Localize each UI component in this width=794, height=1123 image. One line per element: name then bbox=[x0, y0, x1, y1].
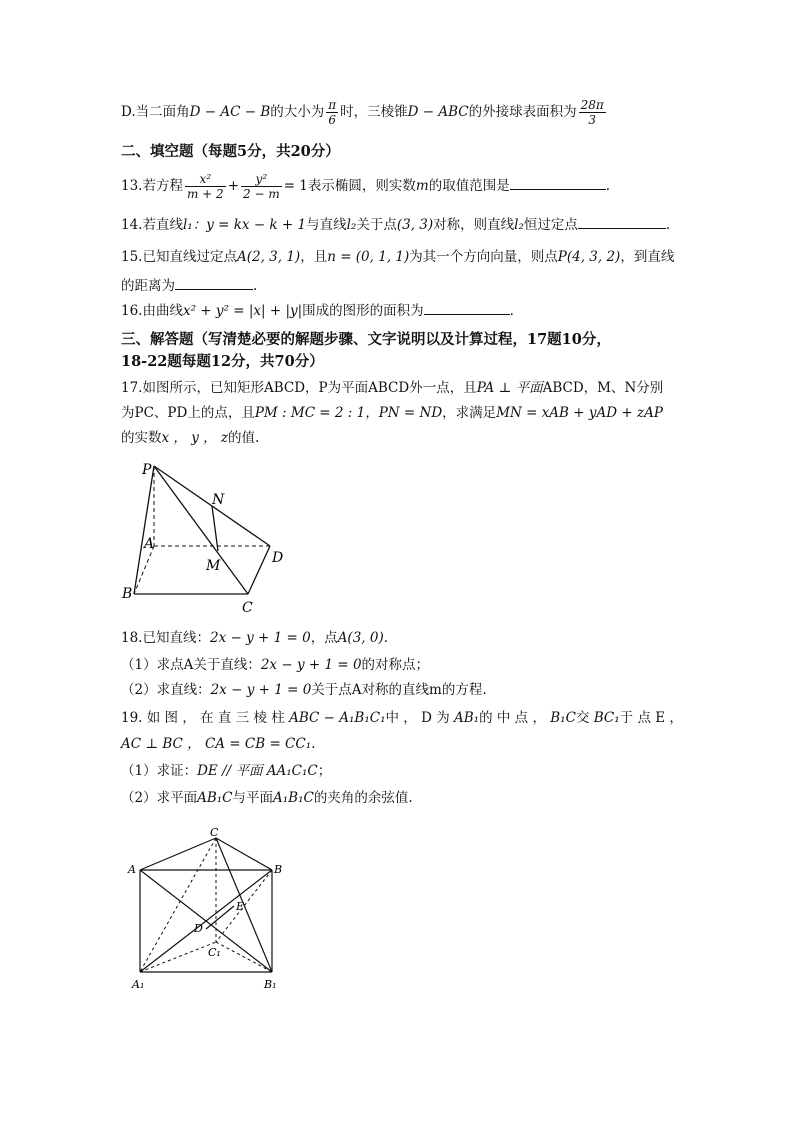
text: ； bbox=[317, 763, 332, 779]
text: . bbox=[605, 178, 611, 194]
text: + bbox=[227, 178, 239, 194]
label-c1: C₁ bbox=[208, 946, 221, 959]
question-15 bbox=[121, 247, 681, 267]
math-var: l₂ bbox=[514, 217, 524, 233]
edge-cd bbox=[248, 546, 270, 594]
math-expr: AB₁ bbox=[454, 710, 480, 726]
question-17 bbox=[121, 378, 681, 398]
question-19-part1 bbox=[121, 761, 681, 781]
edge-ac bbox=[140, 838, 216, 870]
label-c: C bbox=[210, 826, 219, 839]
text: ，且 bbox=[300, 249, 328, 265]
text: （1）求点A关于直线： bbox=[121, 657, 261, 673]
edge-a1c1 bbox=[140, 942, 216, 972]
answer-blank[interactable] bbox=[424, 300, 510, 315]
text: 17.如图所示，已知矩形ABCD，P为平面ABCD外一点，且 bbox=[121, 380, 477, 396]
answer-blank[interactable] bbox=[175, 275, 253, 290]
label-a1: A₁ bbox=[132, 978, 145, 991]
label-a: A bbox=[144, 536, 155, 552]
math-expr: PM : MC = 2 : 1，PN = ND bbox=[254, 405, 443, 421]
math-expr: D − AC − B bbox=[189, 104, 271, 120]
text: 的距离为 bbox=[121, 278, 175, 294]
text: 15.已知直线过定点 bbox=[121, 249, 237, 265]
text: ，点 bbox=[310, 630, 338, 646]
text: 交 bbox=[575, 710, 590, 726]
fraction bbox=[579, 98, 606, 127]
text: 19. 如 图 ， 在 直 三 棱 柱 bbox=[121, 710, 285, 726]
frac-num: x² bbox=[185, 172, 226, 187]
math-expr: PA ⊥ 平面 bbox=[476, 380, 543, 396]
label-a: A bbox=[128, 863, 136, 876]
question-13 bbox=[121, 172, 681, 201]
text: ，到直线 bbox=[620, 249, 675, 265]
question-18-part2 bbox=[121, 680, 681, 700]
frac-num: π bbox=[328, 98, 337, 112]
frac-num: 28π bbox=[580, 98, 604, 112]
label-b: B bbox=[122, 586, 133, 602]
math-expr: MN = xAB + yAD + zAP bbox=[496, 405, 663, 421]
text: 于 点 E ， bbox=[619, 710, 683, 726]
text: 的值. bbox=[228, 430, 260, 446]
text: D.当二面角 bbox=[121, 104, 190, 120]
question-17-cont bbox=[121, 403, 681, 423]
label-n: N bbox=[212, 492, 225, 508]
text: （2）求直线： bbox=[121, 682, 211, 698]
text: 的 中 点 ， bbox=[479, 710, 546, 726]
text: 13.若方程 bbox=[121, 178, 183, 194]
text: 为其一个方向向量，则点 bbox=[409, 249, 558, 265]
text: . bbox=[253, 278, 258, 294]
question-14 bbox=[121, 214, 681, 235]
question-19-cont bbox=[121, 734, 681, 754]
text: 关于点 bbox=[356, 217, 397, 233]
text: 恒过定点 bbox=[523, 217, 578, 233]
question-19-part2 bbox=[121, 788, 681, 808]
figure-17-pyramid bbox=[118, 458, 288, 618]
text: 的取值范围是 bbox=[428, 178, 510, 194]
frac-den: m + 2 bbox=[186, 187, 224, 201]
text: . bbox=[509, 303, 514, 319]
frac-den: 3 bbox=[588, 113, 597, 127]
text: 时，三棱锥 bbox=[340, 104, 408, 120]
label-e: E bbox=[236, 900, 245, 913]
math-expr: x² + y² = |x| + |y| bbox=[182, 303, 303, 319]
math-expr: 2x − y + 1 = 0 bbox=[260, 657, 362, 673]
math-expr: B₁C bbox=[550, 710, 576, 726]
edge-pb bbox=[134, 466, 154, 594]
math-expr: DE // 平面 AA₁C₁C bbox=[197, 763, 318, 779]
edge-pc bbox=[154, 466, 248, 594]
section-3-title-cont: 18-22题每题12分，共70分） bbox=[121, 353, 324, 370]
text: 18.已知直线： bbox=[121, 630, 210, 646]
text: 对称，则直线 bbox=[433, 217, 515, 233]
math-expr: 2x − y + 1 = 0 bbox=[209, 630, 311, 646]
segment-nm bbox=[212, 506, 218, 551]
math-expr: 2x − y + 1 = 0 bbox=[210, 682, 312, 698]
text: = 1表示椭圆，则实数 bbox=[283, 178, 416, 194]
question-17-cont2 bbox=[121, 428, 681, 448]
math-expr: D − ABC bbox=[407, 104, 469, 120]
text: 的外接球表面积为 bbox=[468, 104, 577, 120]
math-expr: BC₁ bbox=[593, 710, 620, 726]
fraction bbox=[326, 98, 338, 127]
section-3-title: 三、解答题（写清楚必要的解题步骤、文字说明以及计算过程，17题10分， bbox=[121, 331, 611, 348]
math-expr: x ， y ， z bbox=[161, 430, 229, 446]
text: （2）求平面 bbox=[121, 790, 198, 806]
text: （1）求证： bbox=[121, 763, 198, 779]
line-ca1 bbox=[140, 838, 216, 972]
fraction bbox=[241, 172, 282, 201]
text: ABCD，M、N分别 bbox=[542, 380, 664, 396]
math-var: m bbox=[415, 178, 429, 194]
math-expr: A(2, 3, 1) bbox=[236, 249, 301, 265]
question-15-cont bbox=[121, 275, 681, 296]
math-expr: n = (0, 1, 1) bbox=[327, 249, 410, 265]
answer-blank[interactable] bbox=[510, 175, 606, 190]
text: ，求满足 bbox=[442, 405, 497, 421]
label-d: D bbox=[194, 922, 203, 935]
math-expr: P(4, 3, 2) bbox=[557, 249, 621, 265]
math-expr: (3, 3) bbox=[396, 217, 434, 233]
label-p: P bbox=[142, 462, 152, 478]
math-var: l₁： bbox=[182, 217, 207, 233]
frac-num: y² bbox=[241, 172, 282, 187]
edge-cb bbox=[216, 838, 272, 870]
text: 的对称点； bbox=[361, 657, 430, 673]
text: 围成的图形的面积为 bbox=[302, 303, 424, 319]
math-expr: A(3, 0) bbox=[337, 630, 384, 646]
math-var: l₂ bbox=[346, 217, 357, 233]
text: 与直线 bbox=[306, 217, 347, 233]
frac-den: 2 − m bbox=[243, 187, 280, 201]
label-b: B bbox=[274, 863, 283, 876]
label-c: C bbox=[242, 600, 253, 616]
text: 16.由曲线 bbox=[121, 303, 183, 319]
text: . bbox=[665, 217, 671, 233]
text: . bbox=[383, 630, 389, 646]
text: 的大小为 bbox=[270, 104, 325, 120]
fraction bbox=[185, 172, 226, 201]
option-d bbox=[121, 98, 681, 127]
label-b1: B₁ bbox=[264, 978, 277, 991]
math-expr: A₁B₁C bbox=[273, 790, 314, 806]
edge-ab bbox=[134, 546, 154, 594]
math-expr: AB₁C bbox=[197, 790, 233, 806]
question-16 bbox=[121, 300, 681, 321]
text: 的夹角的余弦值. bbox=[313, 790, 413, 806]
section-2-title: 二、填空题（每题5分，共20分） bbox=[121, 143, 340, 160]
text: 关于点A对称的直线m的方程. bbox=[311, 682, 487, 698]
edge-c1b1 bbox=[216, 942, 272, 972]
answer-blank[interactable] bbox=[578, 214, 666, 229]
figure-19-prism bbox=[126, 826, 286, 994]
label-m: M bbox=[206, 558, 221, 574]
text: 与平面 bbox=[232, 790, 274, 806]
text: 为PC、PD上的点，且 bbox=[121, 405, 255, 421]
question-19 bbox=[121, 708, 681, 728]
question-18-part1 bbox=[121, 655, 681, 675]
text: 的实数 bbox=[121, 430, 162, 446]
math-expr: AC ⊥ BC ， CA = CB = CC₁ bbox=[121, 736, 312, 752]
text: 14.若直线 bbox=[121, 217, 183, 233]
math-expr: y = kx − k + 1 bbox=[206, 217, 307, 233]
math-expr: ABC − A₁B₁C₁ bbox=[289, 710, 386, 726]
text: . bbox=[311, 736, 316, 752]
frac-den: 6 bbox=[328, 113, 337, 127]
text: 中 ， D 为 bbox=[385, 710, 450, 726]
label-d: D bbox=[272, 550, 284, 566]
question-18 bbox=[121, 628, 681, 648]
